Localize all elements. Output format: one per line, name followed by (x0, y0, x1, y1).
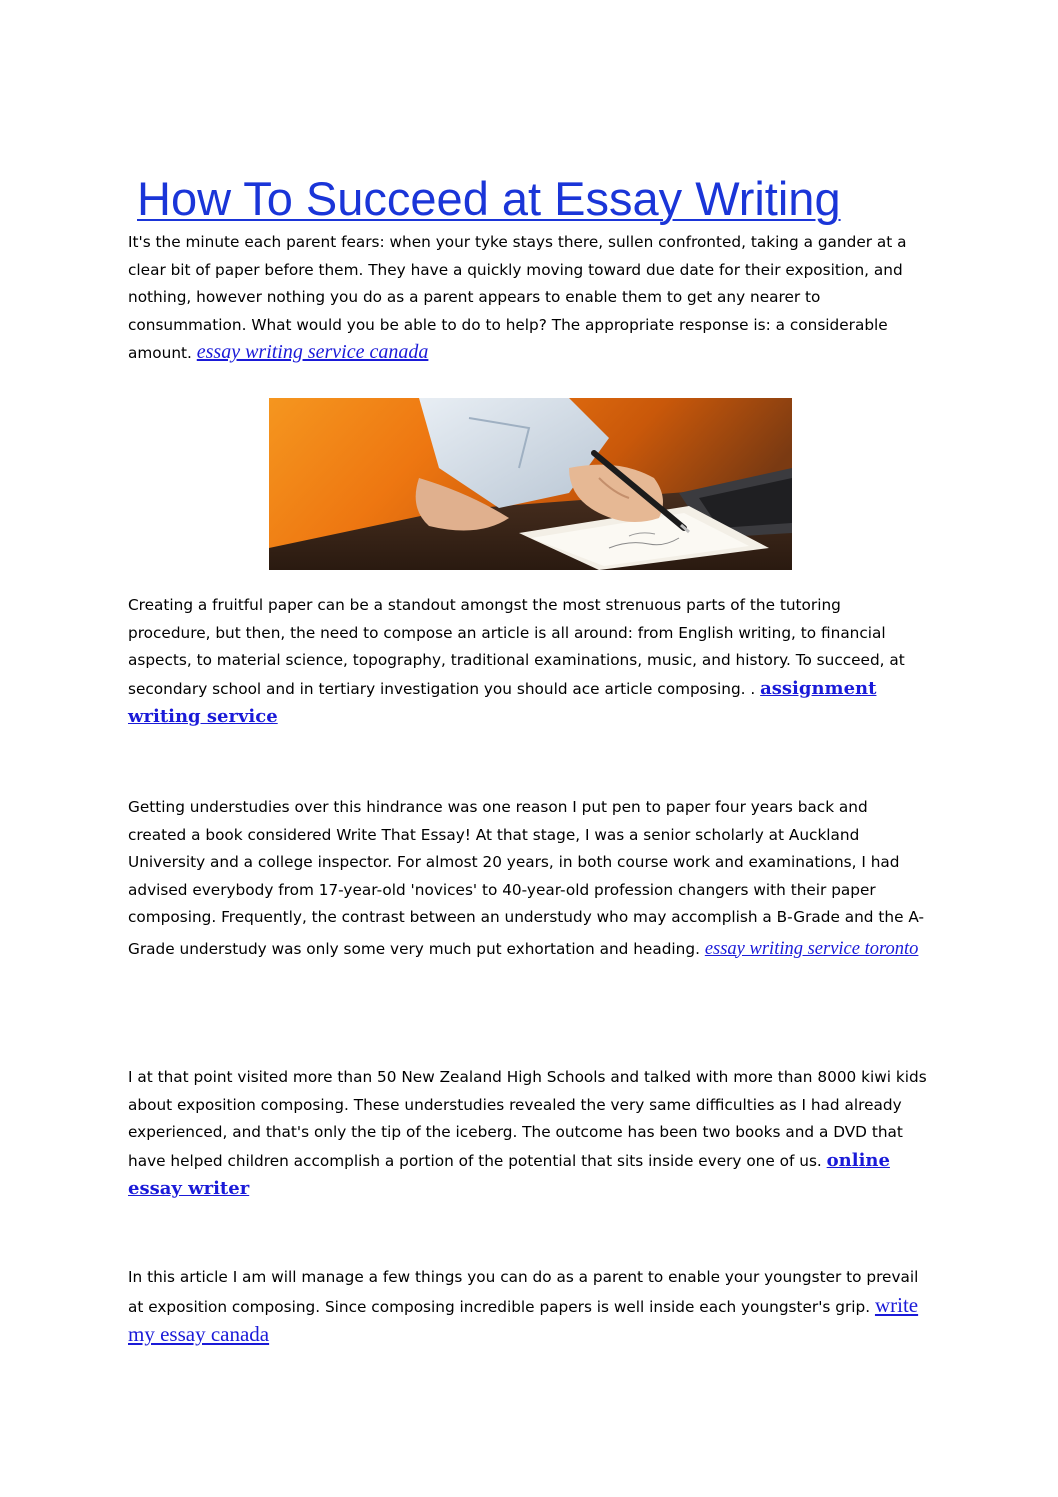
hero-image (269, 398, 792, 570)
paragraph-text: I at that point visited more than 50 New Zealand High Schools and talked with more than 8000 kiwi kids about exposition composing. These understudies revealed the very same difficulties as I had already experienced, and that's only the tip of the iceberg. The outcome has been two books and a DVD that have helped children accomplish a portion of the potential that sits inside every one of us. (128, 1068, 927, 1170)
paragraph-text: It's the minute each parent fears: when your tyke stays there, sullen confronted, taking a gander at a clear bit of paper before them. They have a quickly moving toward due date for their exposition, and nothing, however nothing you do as a parent appears to enable them to get any nearer to consummation. What would you be able to do to help? The appropriate response is: a considerable amount. (128, 233, 907, 362)
paragraph-text: In this article I am will manage a few things you can do as a parent to enable your youngster to prevail at exposition composing. Since composing incredible papers is well inside each youngster's grip. (128, 1268, 919, 1316)
page-title: How To Succeed at Essay Writing (137, 172, 841, 225)
paragraph-article (128, 1264, 928, 1351)
paragraph-text: Getting understudies over this hindrance was one reason I put pen to paper four years back and created a book considered Write That Essay! At that stage, I was a senior scholarly at Auckland University and a college inspector. For almost 20 years, in both course work and examinations, I had advised everybody from 17-year-old 'novices' to 40-year-old profession changers with their paper composing. Frequently, the contrast between an understudy who may accomplish a B-Grade and the A-Grade understudy was only some very much put exhortation and heading. (128, 798, 924, 958)
paragraph-intro (128, 229, 928, 368)
link-assignment-writing-service[interactable]: assignment writing service (128, 677, 877, 727)
paragraph-text: Creating a fruitful paper can be a standout amongst the most strenuous parts of the tutoring procedure, but then, the need to compose an article is all around: from English writing, to financial aspects, to material science, topography, traditional examinations, music, and history. To succeed, at secondary school and in tertiary investigation you should ace article composing. . (128, 596, 905, 698)
paragraph-understudies (128, 794, 930, 966)
link-essay-writing-service-canada[interactable]: essay writing service canada (196, 341, 429, 363)
paragraph-creating (128, 592, 928, 732)
paragraph-visited (128, 1064, 928, 1204)
link-online-essay-writer[interactable]: online essay writer (128, 1149, 890, 1199)
link-essay-writing-service-toronto[interactable]: essay writing service toronto (704, 938, 919, 959)
link-write-my-essay-canada[interactable]: write my essay canada (128, 1292, 919, 1346)
